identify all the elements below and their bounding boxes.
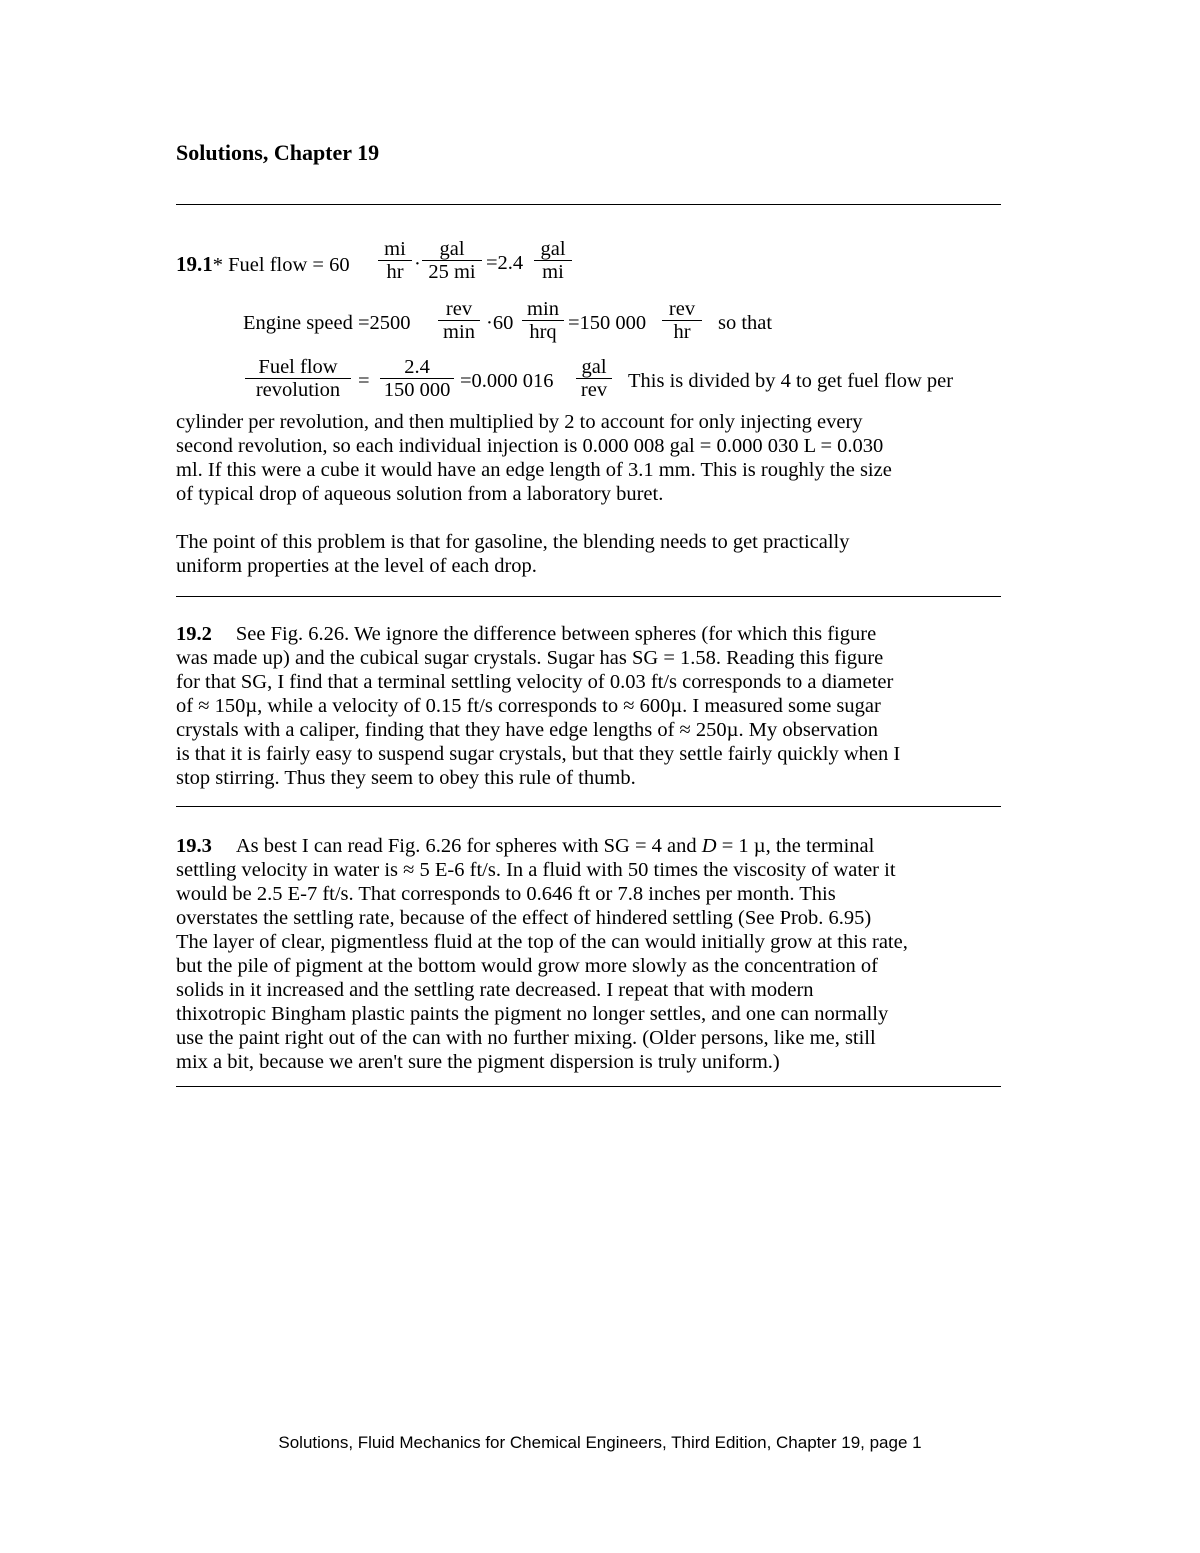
text-line: uniform properties at the level of each drop.	[176, 555, 537, 577]
fraction-rev-min	[438, 298, 480, 343]
problem-19-3	[176, 834, 1026, 1074]
engine-speed-lhs: Engine speed =2500	[243, 312, 411, 334]
problem-number: 19.1	[176, 252, 213, 276]
fuel-flow-lhs: Fuel flow = 60	[228, 254, 350, 276]
fraction-gal-25mi	[422, 238, 482, 283]
denominator: rev	[580, 379, 608, 401]
problem-number: 19.2	[176, 623, 212, 645]
fraction-2.4-150000	[380, 356, 454, 401]
divider	[176, 204, 1001, 205]
problem-19-1-label	[176, 252, 350, 277]
text-segment: = 1 µ, the terminal	[716, 835, 875, 857]
text-line: overstates the settling rate, because of the effect of hindered settling (See Prob. 6.95)	[176, 907, 872, 929]
divider	[176, 596, 1001, 597]
fuel-flow-result: =2.4	[486, 252, 524, 274]
text-line: cylinder per revolution, and then multiplied by 2 to account for only injecting every	[176, 411, 863, 433]
denominator: mi	[542, 261, 564, 283]
text-line: would be 2.5 E-7 ft/s. That corresponds to 0.646 ft or 7.8 inches per month. This	[176, 883, 836, 905]
numerator: gal	[422, 238, 482, 261]
problem-19-1-point	[176, 530, 1026, 578]
denominator: 150 000	[383, 379, 451, 401]
numerator: gal	[534, 238, 572, 261]
numerator: mi	[378, 238, 412, 261]
text-line: The point of this problem is that for gasoline, the blending needs to get practically	[176, 531, 850, 553]
times-60: ·60	[486, 312, 514, 334]
numerator: min	[522, 298, 564, 321]
problem-number: 19.3	[176, 835, 212, 857]
text-line: is that it is fairly easy to suspend sugar crystals, but that they settle fairly quickly when I	[176, 743, 901, 765]
text-line: of ≈ 150µ, while a velocity of 0.15 ft/s corresponds to ≈ 600µ. I measured some sugar	[176, 695, 881, 717]
engine-speed-result: =150 000	[568, 312, 647, 334]
per-rev-result: =0.000 016	[460, 370, 554, 392]
text-line: second revolution, so each individual injection is 0.000 008 gal = 0.000 030 L = 0.030	[176, 435, 884, 457]
page-title: Solutions, Chapter 19	[176, 140, 380, 165]
text-line: but the pile of pigment at the bottom would grow more slowly as the concentration of	[176, 955, 878, 977]
numerator: 2.4	[380, 356, 454, 379]
fraction-rev-hr	[662, 298, 702, 343]
numerator: rev	[662, 298, 702, 321]
so-that-text: so that	[718, 312, 773, 334]
diameter-symbol: D	[701, 835, 717, 857]
multiply-dot: ·	[414, 253, 421, 275]
text-line: See Fig. 6.26. We ignore the difference between spheres (for which this figure	[235, 623, 877, 645]
fraction-gal-rev	[576, 356, 612, 401]
text-line: The layer of clear, pigmentless fluid at the top of the can would initially grow at this rate,	[176, 931, 908, 953]
problem-19-2	[176, 622, 1026, 790]
text-line: of typical drop of aqueous solution from a laboratory buret.	[176, 483, 664, 505]
text-line: thixotropic Bingham plastic paints the pigment no longer settles, and one can normally	[176, 1003, 889, 1025]
fraction-mi-hr	[378, 238, 412, 283]
numerator: rev	[438, 298, 480, 321]
text-line: crystals with a caliper, finding that they have edge lengths of ≈ 250µ. My observation	[176, 719, 878, 741]
denominator: hr	[673, 321, 691, 343]
text-line: use the paint right out of the can with no further mixing. (Older persons, like me, still	[176, 1027, 876, 1049]
fraction-fuelflow-revolution	[245, 356, 351, 401]
text-line: mix a bit, because we aren't sure the pigment dispersion is truly uniform.)	[176, 1051, 780, 1073]
numerator: Fuel flow	[245, 356, 351, 379]
fraction-gal-mi	[534, 238, 572, 283]
page-footer: Solutions, Fluid Mechanics for Chemical Engineers, Third Edition, Chapter 19, page 1	[278, 1433, 922, 1452]
fraction-min-hrq	[522, 298, 564, 343]
star-mark: *	[212, 254, 223, 276]
denominator: hrq	[529, 321, 557, 343]
problem-19-1-body	[176, 410, 1026, 506]
divided-text: This is divided by 4 to get fuel flow per	[628, 370, 954, 392]
divider	[176, 806, 1001, 807]
denominator: revolution	[255, 379, 341, 401]
denominator: min	[443, 321, 475, 343]
equals-sign: =	[358, 370, 370, 392]
text-line: stop stirring. Thus they seem to obey this rule of thumb.	[176, 767, 636, 789]
denominator: 25 mi	[428, 261, 476, 283]
text-line: ml. If this were a cube it would have an edge length of 3.1 mm. This is roughly the size	[176, 459, 892, 481]
text-line: solids in it increased and the settling rate decreased. I repeat that with modern	[176, 979, 814, 1001]
numerator: gal	[576, 356, 612, 379]
denominator: hr	[386, 261, 404, 283]
text-line: for that SG, I find that a terminal settling velocity of 0.03 ft/s corresponds to a diameter	[176, 671, 894, 693]
text-line: was made up) and the cubical sugar crystals. Sugar has SG = 1.58. Reading this figure	[176, 647, 884, 669]
text-segment: As best I can read Fig. 6.26 for spheres with SG = 4 and	[235, 835, 702, 857]
divider	[176, 1086, 1001, 1087]
text-line: settling velocity in water is ≈ 5 E-6 ft/s. In a fluid with 50 times the viscosity of water it	[176, 859, 896, 881]
